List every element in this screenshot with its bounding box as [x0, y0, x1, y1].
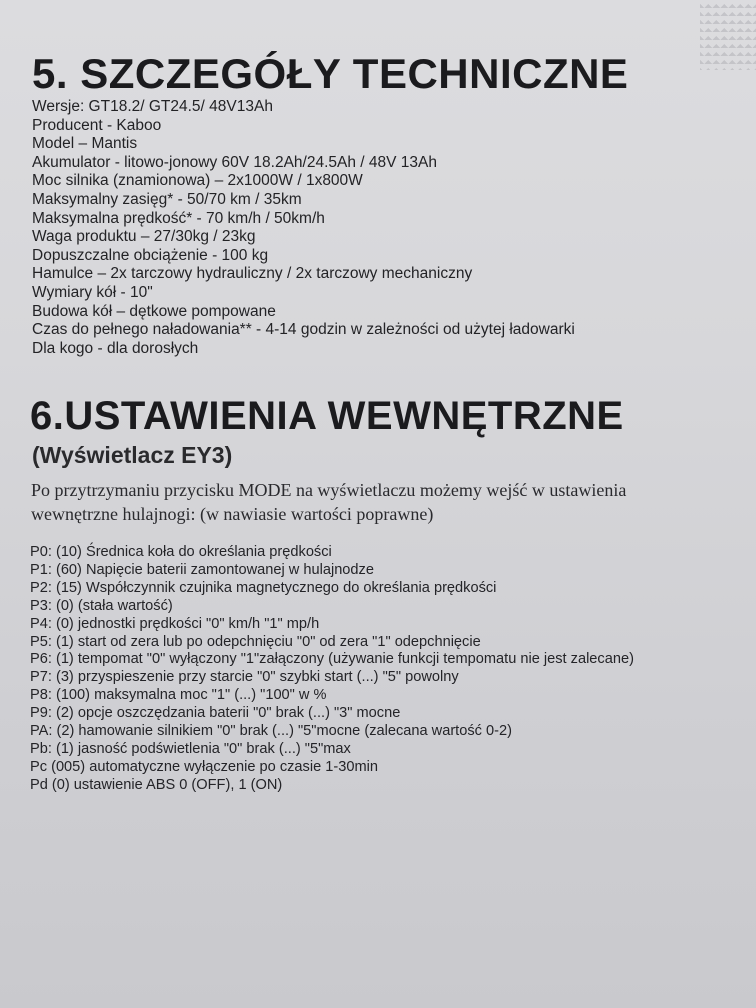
spec-line: Maksymalna prędkość* - 70 km/h / 50km/h	[32, 209, 325, 227]
intro-line: Po przytrzymaniu przycisku MODE na wyświetlaczu możemy wejść w ustawienia	[31, 480, 627, 500]
section-6-title: 6.USTAWIENIA WEWNĘTRZNE	[30, 394, 624, 438]
param-line: P0: (10) Średnica koła do określania prędkości	[30, 544, 332, 560]
spec-line: Dla kogo - dla dorosłych	[32, 339, 199, 357]
spec-line: Dopuszczalne obciążenie - 100 kg	[32, 246, 269, 264]
spec-line: Budowa kół – dętkowe pompowane	[32, 302, 276, 320]
param-line: P2: (15) Współczynnik czujnika magnetycznego do określania prędkości	[30, 579, 497, 596]
spec-line: Waga produktu – 27/30kg / 23kg	[32, 228, 256, 246]
spec-line: Hamulce – 2x tarczowy hydrauliczny / 2x tarczowy mechaniczny	[32, 265, 473, 283]
param-line: P9: (2) opcje oszczędzania baterii "0" brak (...) "3" mocne	[30, 705, 401, 722]
page-edge-pattern	[700, 0, 756, 70]
param-line: PA: (2) hamowanie silnikiem "0" brak (...) "5"mocne (zalecana wartość 0-2)	[30, 723, 512, 740]
param-line: P1: (60) Napięcie baterii zamontowanej w hulajnodze	[30, 561, 374, 578]
param-line: P7: (3) przyspieszenie przy starcie "0" szybki start (...) "5" powolny	[30, 669, 459, 686]
spec-line: Wymiary kół - 10"	[32, 283, 153, 301]
spec-line: Akumulator - litowo-jonowy 60V 18.2Ah/24.5Ah / 48V 13Ah	[32, 153, 437, 171]
spec-line: Wersje: GT18.2/ GT24.5/ 48V13Ah	[32, 98, 273, 115]
param-line: P5: (1) start od zera lub po odepchnięciu "0" od zera "1" odepchnięcie	[30, 633, 481, 650]
param-line: Pc (005) automatyczne wyłączenie po czasie 1-30min	[30, 758, 378, 775]
spec-line: Czas do pełnego naładowania** - 4-14 godzin w zależności od użytej ładowarki	[32, 321, 575, 339]
section-6-subtitle: (Wyświetlacz EY3)	[32, 442, 233, 468]
param-line: P8: (100) maksymalna moc "1" (...) "100" w %	[30, 687, 327, 704]
spec-line: Moc silnika (znamionowa) – 2x1000W / 1x800W	[32, 172, 363, 190]
technical-specs-list	[32, 98, 575, 358]
param-line: P3: (0) (stała wartość)	[30, 597, 173, 614]
spec-line: Maksymalny zasięg* - 50/70 km / 35km	[32, 190, 302, 208]
settings-intro-paragraph	[31, 478, 751, 526]
spec-line: Model – Mantis	[32, 135, 138, 153]
param-line: P4: (0) jednostki prędkości "0" km/h "1" mp/h	[30, 615, 320, 632]
section-5-title: 5. SZCZEGÓŁY TECHNICZNE	[32, 50, 629, 97]
param-line: Pd (0) ustawienie ABS 0 (OFF), 1 (ON)	[30, 776, 283, 793]
intro-line: wewnętrzne hulajnogi: (w nawiasie wartości poprawne)	[31, 504, 434, 524]
settings-parameters-list	[30, 544, 634, 795]
spec-line: Producent - Kaboo	[32, 116, 162, 134]
param-line: P6: (1) tempomat "0" wyłączony "1"załączony (używanie funkcji tempomatu nie jest zalecane)	[30, 651, 634, 668]
param-line: Pb: (1) jasność podświetlenia "0" brak (...) "5"max	[30, 740, 351, 757]
